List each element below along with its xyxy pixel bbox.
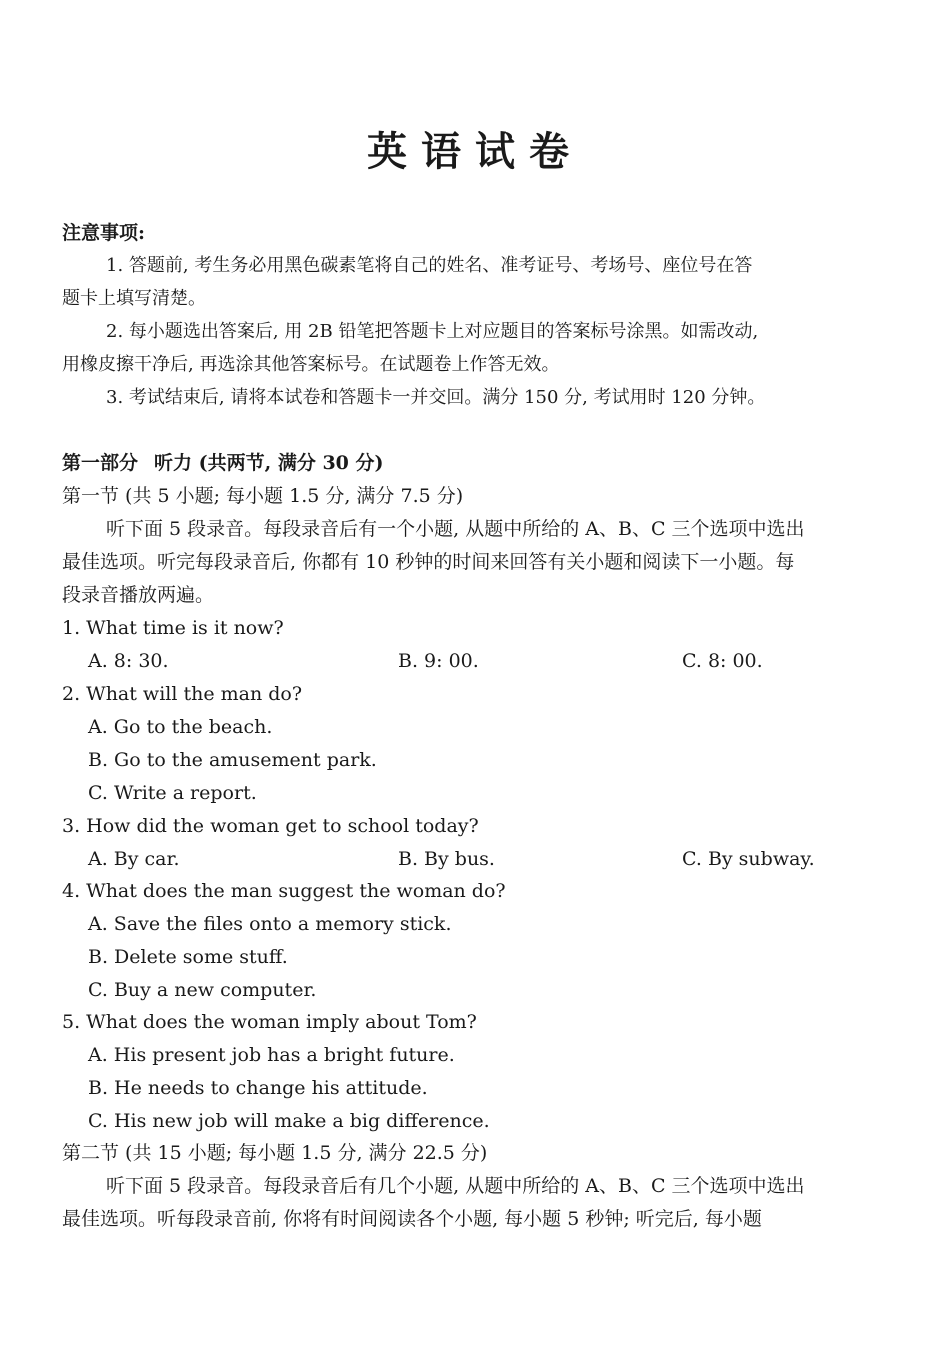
question-2-option-a: A. Go to the beach.: [88, 716, 273, 738]
question-1-option-b: B. 9: 00.: [398, 650, 479, 672]
part1-heading: 第一部分: [62, 452, 139, 474]
question-3-option-c: C. By subway.: [682, 848, 815, 870]
question-5: 5. What does the woman imply about Tom?: [62, 1011, 477, 1033]
part1-subheading: 听力 (共两节, 满分 30 分): [154, 452, 384, 474]
notice-item-2-line-2: 用橡皮擦干净后, 再选涂其他答案标号。在试题卷上作答无效。: [62, 354, 560, 375]
notice-item-3: 3. 考试结束后, 请将本试卷和答题卡一并交回。满分 150 分, 考试用时 120 分钟。: [106, 387, 766, 408]
question-2-option-c: C. Write a report.: [88, 782, 257, 804]
notice-item-2-line-1: 2. 每小题选出答案后, 用 2B 铅笔把答题卡上对应题目的答案标号涂黑。如需改动,: [106, 321, 759, 342]
notice-item-1-line-2: 题卡上填写清楚。: [62, 288, 206, 309]
question-4-option-b: B. Delete some stuff.: [88, 946, 288, 968]
question-1-option-c: C. 8: 00.: [682, 650, 763, 672]
part1-heading-row: [62, 448, 902, 478]
question-1-option-a: A. 8: 30.: [88, 650, 169, 672]
section1-heading: 第一节 (共 5 小题; 每小题 1.5 分, 满分 7.5 分): [62, 485, 464, 507]
question-4-option-a: A. Save the files onto a memory stick.: [88, 913, 452, 935]
notice-item-1-line-1: 1. 答题前, 考生务必用黑色碳素笔将自己的姓名、准考证号、考场号、座位号在答: [106, 255, 753, 276]
section2-instruction-line-2: 最佳选项。听每段录音前, 你将有时间阅读各个小题, 每小题 5 秒钟; 听完后, 每小题: [62, 1208, 762, 1230]
question-2-option-b: B. Go to the amusement park.: [88, 749, 377, 771]
section2-heading: 第二节 (共 15 小题; 每小题 1.5 分, 满分 22.5 分): [62, 1142, 488, 1164]
question-3-option-a: A. By car.: [88, 848, 180, 870]
question-3: 3. How did the woman get to school today?: [62, 815, 479, 837]
question-5-option-a: A. His present job has a bright future.: [88, 1044, 455, 1066]
section1-instruction-line-2: 最佳选项。听完每段录音后, 你都有 10 秒钟的时间来回答有关小题和阅读下一小题。每: [62, 551, 795, 573]
section1-instruction-line-3: 段录音播放两遍。: [62, 584, 215, 606]
question-1: 1. What time is it now?: [62, 617, 284, 639]
question-4-option-c: C. Buy a new computer.: [88, 979, 317, 1001]
section2-instruction-line-1: 听下面 5 段录音。每段录音后有几个小题, 从题中所给的 A、B、C 三个选项中选出: [106, 1175, 805, 1197]
exam-title: 英语试卷: [367, 128, 583, 175]
question-3-option-b: B. By bus.: [398, 848, 495, 870]
question-2: 2. What will the man do?: [62, 683, 303, 705]
notice-heading: 注意事项:: [62, 222, 146, 244]
section1-instruction-line-1: 听下面 5 段录音。每段录音后有一个小题, 从题中所给的 A、B、C 三个选项中选出: [106, 518, 805, 540]
question-5-option-c: C. His new job will make a big difference.: [88, 1110, 490, 1132]
question-4: 4. What does the man suggest the woman do?: [62, 880, 506, 902]
question-5-option-b: B. He needs to change his attitude.: [88, 1077, 428, 1099]
